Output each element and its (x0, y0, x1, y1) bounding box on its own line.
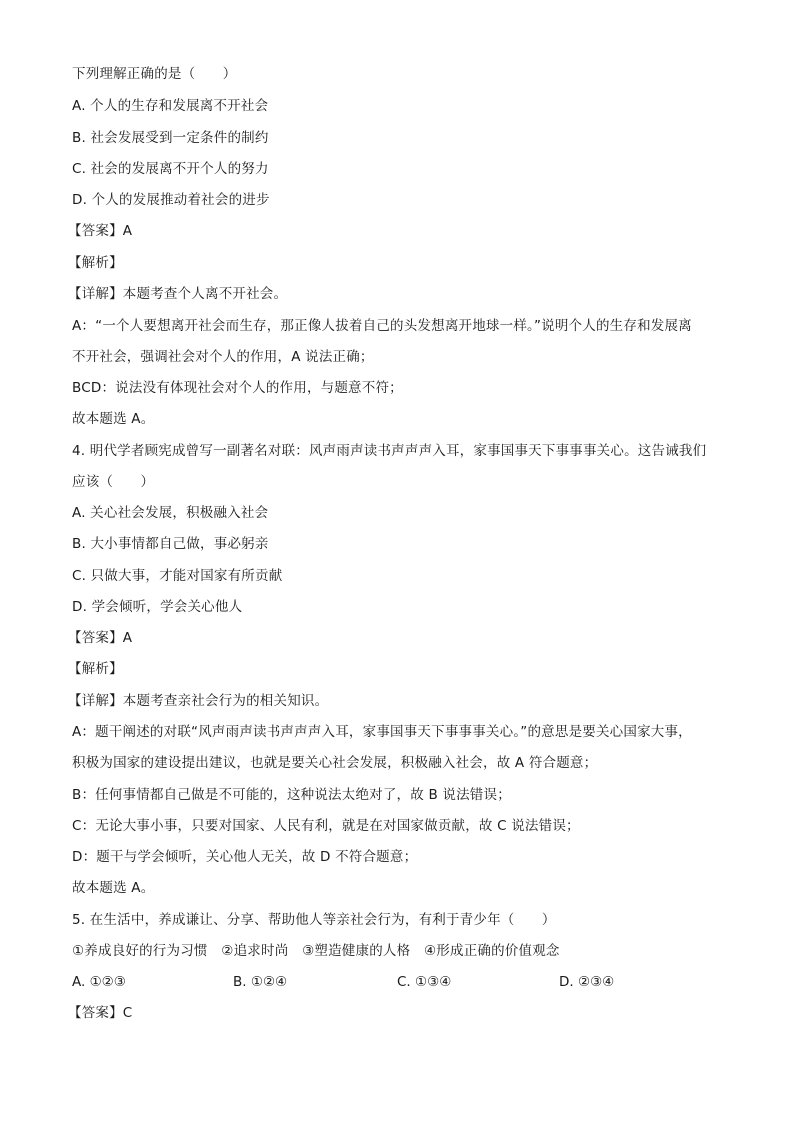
option-a: A. ①②③ (72, 974, 126, 990)
explanation-line: BCD：说法没有体现社会对个人的作用，与题意不符； (72, 380, 403, 396)
answer-label: 【答案】A (68, 630, 133, 646)
explanation-line: B：任何事情都自己做是不可能的，这种说法太绝对了，故 B 说法错误； (72, 787, 511, 803)
question-stem: 4. 明代学者顾宪成曾写一副著名对联：风声雨声读书声声声入耳，家事国事天下事事事关心。这告诫我们 (72, 443, 707, 459)
detail-line: 【详解】本题考查个人离不开社会。 (68, 286, 288, 302)
explanation-line: 积极为国家的建设提出建议，也就是要关心社会发展，积极融入社会，故 A 符合题意； (72, 755, 598, 771)
question-stem: 应该（ ） (72, 474, 155, 490)
conclusion-line: 故本题选 A。 (72, 880, 155, 896)
option-a: A. 个人的生存和发展离不开社会 (72, 98, 269, 114)
conclusion-line: 故本题选 A。 (72, 411, 155, 427)
answer-label: 【答案】A (68, 223, 133, 239)
explanation-line: C：无论大事小事，只要对国家、人民有利，就是在对国家做贡献，故 C 说法错误； (72, 818, 580, 834)
option-a: A. 关心社会发展，积极融入社会 (72, 505, 269, 521)
option-c: C. ①③④ (397, 974, 452, 990)
explanation-line: A：“一个人要想离开社会而生存，那正像人拔着自己的头发想离开地球一样。”说明个人的生存和发展离 (72, 318, 692, 334)
option-b: B. ①②④ (233, 974, 288, 990)
analysis-heading: 【解析】 (68, 255, 123, 271)
option-d: D. 学会倾听，学会关心他人 (72, 599, 243, 615)
explanation-line: D：题干与学会倾听，关心他人无关，故 D 不符合题意； (72, 849, 418, 865)
option-c: C. 社会的发展离不开个人的努力 (72, 161, 269, 177)
answer-label: 【答案】C (68, 1005, 133, 1021)
detail-line: 【详解】本题考查亲社会行为的相关知识。 (68, 693, 329, 709)
explanation-line: A：题干阐述的对联“风声雨声读书声声声入耳，家事国事天下事事事关心。”的意思是要关心国家大事， (72, 724, 692, 740)
statement-list: ①养成良好的行为习惯 ②追求时尚 ③塑造健康的人格 ④形成正确的价值观念 (72, 943, 560, 959)
option-d: D. 个人的发展推动着社会的进步 (72, 192, 270, 208)
option-d: D. ②③④ (559, 974, 615, 990)
option-b: B. 大小事情都自己做，事必躬亲 (72, 536, 269, 552)
option-b: B. 社会发展受到一定条件的制约 (72, 130, 269, 146)
question-stem: 下列理解正确的是（ ） (72, 66, 237, 82)
option-c: C. 只做大事，才能对国家有所贡献 (72, 568, 283, 584)
question-stem: 5. 在生活中，养成谦让、分享、帮助他人等亲社会行为，有利于青少年（ ） (72, 912, 556, 928)
analysis-heading: 【解析】 (68, 661, 123, 677)
explanation-line: 不开社会，强调社会对个人的作用，A 说法正确； (72, 349, 374, 365)
